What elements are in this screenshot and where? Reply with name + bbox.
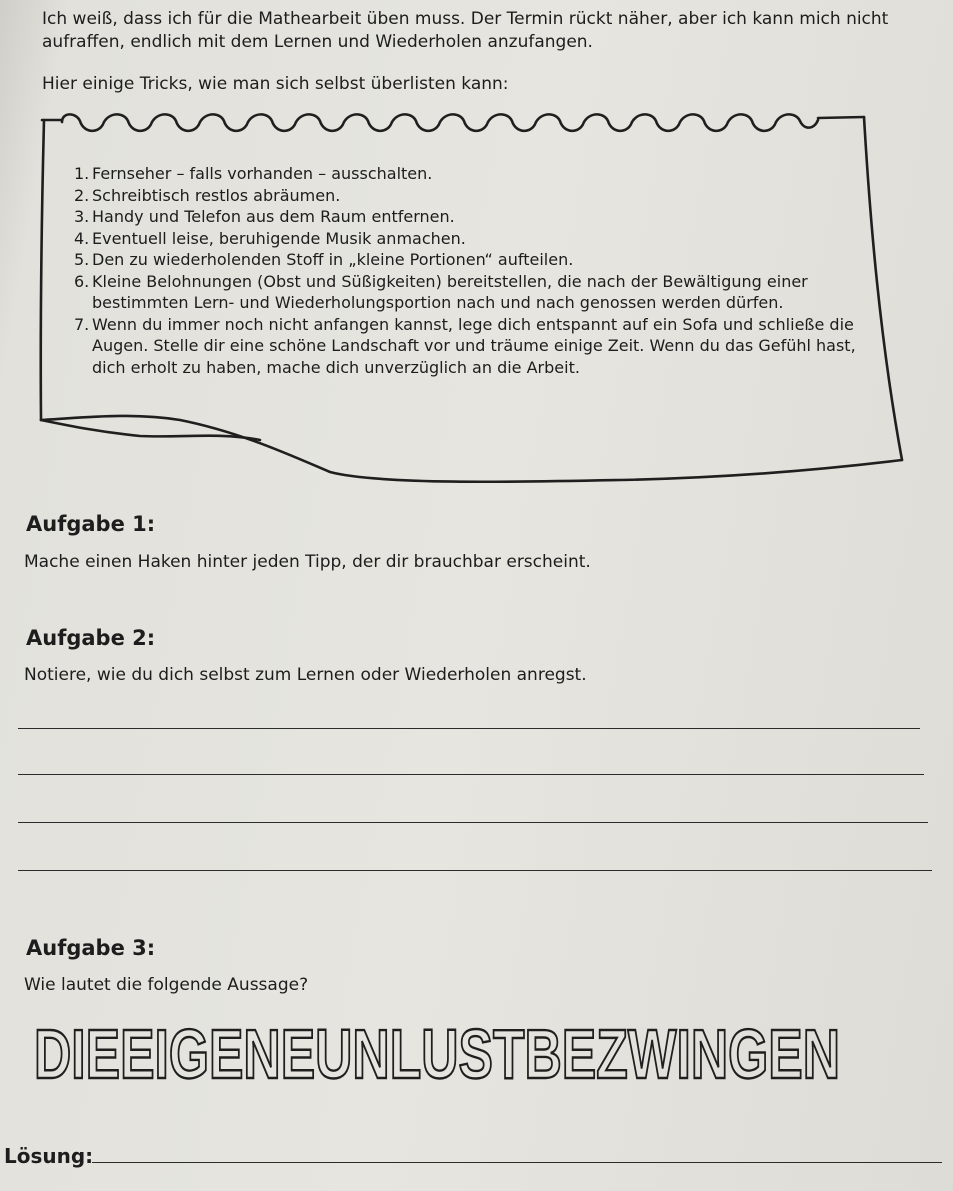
tip-number: 5.	[74, 250, 90, 269]
tip-item	[74, 271, 864, 314]
answer-line-3[interactable]	[18, 822, 928, 823]
intro-paragraph: Ich weiß, dass ich für die Mathearbeit üben muss. Der Termin rückt näher, aber ich kann mich nicht aufraffen, endlich mit dem Lernen und Wiederholen anzufangen.	[42, 9, 889, 52]
answer-line-1[interactable]	[18, 728, 920, 729]
task3-text: Wie lautet die folgende Aussage?	[24, 975, 309, 995]
tip-text: Eventuell leise, beruhigende Musik anmachen.	[92, 228, 466, 248]
tip-text: Fernseher – falls vorhanden – ausschalten.	[92, 164, 433, 183]
solution-input-line[interactable]	[92, 1162, 942, 1163]
scroll-bottom-curl	[41, 416, 902, 482]
solution-label: Lösung:	[4, 1144, 94, 1168]
task3-title: Aufgabe 3:	[26, 936, 156, 960]
task2-text: Notiere, wie du dich selbst zum Lernen oder Wiederholen anregst.	[24, 665, 587, 685]
tip-number: 6.	[74, 271, 90, 291]
tip-number: 3.	[74, 207, 90, 226]
tip-item	[74, 206, 864, 228]
tip-text: Handy und Telefon aus dem Raum entfernen.	[92, 207, 455, 226]
tip-text: Den zu wiederholenden Stoff in „kleine Portionen“ aufteilen.	[92, 250, 574, 269]
tip-number: 2.	[74, 185, 90, 205]
tip-number: 1.	[74, 164, 90, 183]
scroll-top-curl	[62, 114, 818, 131]
tip-text: Wenn du immer noch nicht anfangen kannst, lege dich entspannt auf ein Sofa und schließe die Augen. Stelle dir eine schöne Landschaft vor und träume einige Zeit. Wenn du das Gefühl hast, dich erholt zu haben, mache dich unverzüglich an die Arbeit.	[92, 314, 856, 377]
tip-item	[74, 228, 864, 250]
tip-item	[74, 163, 864, 185]
tricks-lead: Hier einige Tricks, wie man sich selbst überlisten kann:	[42, 74, 509, 94]
tips-list	[74, 163, 864, 378]
tip-item	[74, 185, 864, 207]
puzzle-lettering	[28, 1010, 848, 1088]
tip-number: 4.	[74, 228, 90, 248]
answer-line-4[interactable]	[18, 870, 932, 871]
answer-line-2[interactable]	[18, 774, 924, 775]
tip-text: Kleine Belohnungen (Obst und Süßigkeiten) bereitstellen, die nach der Bewältigung einer bestimmten Lern- und Wiederholungsportion nach und nach genossen werden dürfen.	[92, 271, 808, 312]
task1-title: Aufgabe 1:	[26, 512, 156, 536]
tip-item	[74, 249, 864, 271]
scroll-left-edge	[41, 120, 44, 420]
task1-text: Mache einen Haken hinter jeden Tipp, der dir brauchbar erscheint.	[24, 552, 591, 572]
puzzle-text: DIEEIGENEUNLUSTBEZWINGEN	[34, 1015, 840, 1088]
task2-title: Aufgabe 2:	[26, 626, 156, 650]
tip-number: 7.	[74, 314, 90, 334]
scroll-right-edge	[864, 117, 902, 460]
tip-item	[74, 314, 864, 379]
tip-text: Schreibtisch restlos abräumen.	[92, 185, 341, 205]
